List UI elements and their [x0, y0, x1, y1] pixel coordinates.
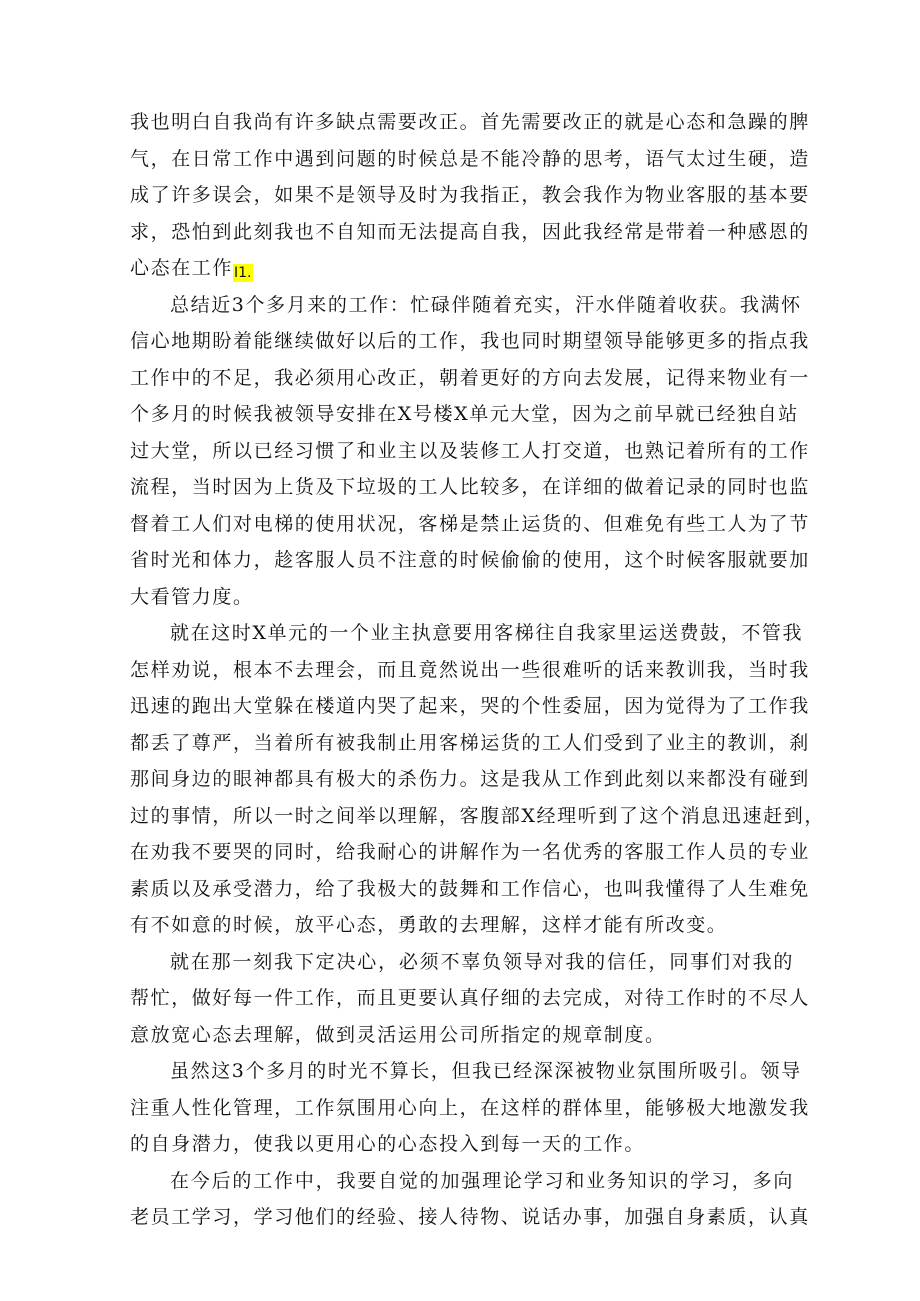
text-line	[130, 250, 794, 287]
text-line: 有不如意的时候，放平心态，勇敢的去理解，这样才能有所改变。	[130, 914, 728, 936]
text-line: 都丢了尊严，当着所有被我制止用客梯运货的工人们受到了业主的教训，刹	[130, 731, 810, 754]
text-line: 流程，当时因为上货及下垃圾的工人比较多，在详细的做着记录的同时也监	[130, 476, 810, 498]
text-line: 个多月的时候我被领导安排在X号楼X单元大堂，因为之前早就已经独自站	[130, 403, 799, 425]
text-line: 就在那一刻我下定决心，必须不辜负领导对我的信任，同事们对我的	[170, 950, 794, 973]
paragraph-3	[130, 615, 825, 944]
text-line: 总结近3个多月来的工作：忙碌伴随着充实，汗水伴随着收获。我满怀	[170, 293, 802, 316]
text-line: 过的事情，所以一时之间举以理解，客腹部X经理听到了这个消息迅速赶到，	[130, 804, 825, 827]
text-line: 成了许多误会，如果不是领导及时为我指正，教会我作为物业客服的基本要	[130, 184, 810, 206]
document-page	[130, 104, 825, 1236]
text-line: 我也明白自我尚有许多缺点需要改正。首先需要改正的就是心态和急躁的脾	[130, 111, 810, 133]
text-line: 信心地期盼着能继续做好以后的工作，我也同时期望领导能够更多的指点我	[130, 330, 810, 352]
text-line: 意放宽心态去理解，做到灵活运用公司所指定的规章制度。	[130, 1023, 666, 1046]
text-line: 督着工人们对电梯的使用状况，客梯是禁止运货的、但难免有些工人为了节	[130, 512, 810, 535]
text-line: 迅速的跑出大堂躲在楼道内哭了起来，哭的个性委屈，因为觉得为了工作我	[130, 695, 810, 717]
text-fragment: 心态在工作	[130, 257, 234, 279]
text-line: 大看管力度。	[130, 585, 254, 608]
paragraph-6	[130, 1163, 810, 1236]
text-line: 工作中的不足，我必须用心改正，朝着更好的方向去发展，记得来物业有一	[130, 366, 810, 389]
paragraph-5	[130, 1053, 810, 1163]
text-line: 气，在日常工作中遇到问题的时候总是不能冷静的思考，语气太过生硬，造	[130, 147, 810, 170]
text-line: 那间身边的眼神都具有极大的杀伤力。这是我从工作到此刻以来都没有碰到	[130, 768, 810, 790]
highlighted-marker: I1.	[234, 265, 252, 281]
text-line: 过大堂，所以已经习惯了和业主以及装修工人打交道，也熟记着所有的工作	[130, 439, 810, 462]
text-line: 虽然这3个多月的时光不算长，但我已经深深被物业氛围所吸引。领导	[170, 1060, 802, 1082]
text-line: 在今后的工作中，我要自觉的加强理论学习和业务知识的学习，多向	[170, 1169, 794, 1192]
text-line: 老员工学习，学习他们的经验、接人待物、说话办事，加强自身素质，认真	[130, 1206, 810, 1228]
text-line: 省时光和体力，趁客服人员不注意的时候偷偷的使用，这个时候客服就要加	[130, 549, 810, 571]
text-line: 怎样劝说，根本不去理会，而且竟然说出一些很难听的话来教训我，当时我	[130, 658, 810, 681]
text-line: 就在这时X单元的一个业主执意要用客梯往自我家里运送费鼓，不管我	[170, 622, 804, 644]
paragraph-2	[130, 287, 810, 616]
text-line: 求，恐怕到此刻我也不自知而无法提高自我，因此我经常是带着一种感恩的	[130, 220, 810, 243]
paragraph-1	[130, 104, 810, 287]
text-line: 的自身潜力，使我以更用心的心态投入到每一天的工作。	[130, 1133, 646, 1155]
text-line: 注重人性化管理，工作氛围用心向上，在这样的群体里，能够极大地激发我	[130, 1096, 810, 1119]
text-line: 帮忙，做好每一件工作，而且更要认真仔细的去完成，对待工作时的不尽人	[130, 987, 810, 1009]
text-line: 素质以及承受潜力，给了我极大的鼓舞和工作信心，也叫我懂得了人生难免	[130, 877, 810, 900]
paragraph-4	[130, 944, 810, 1054]
text-line: 在劝我不要哭的同时，给我耐心的讲解作为一名优秀的客服工作人员的专业	[130, 841, 810, 863]
